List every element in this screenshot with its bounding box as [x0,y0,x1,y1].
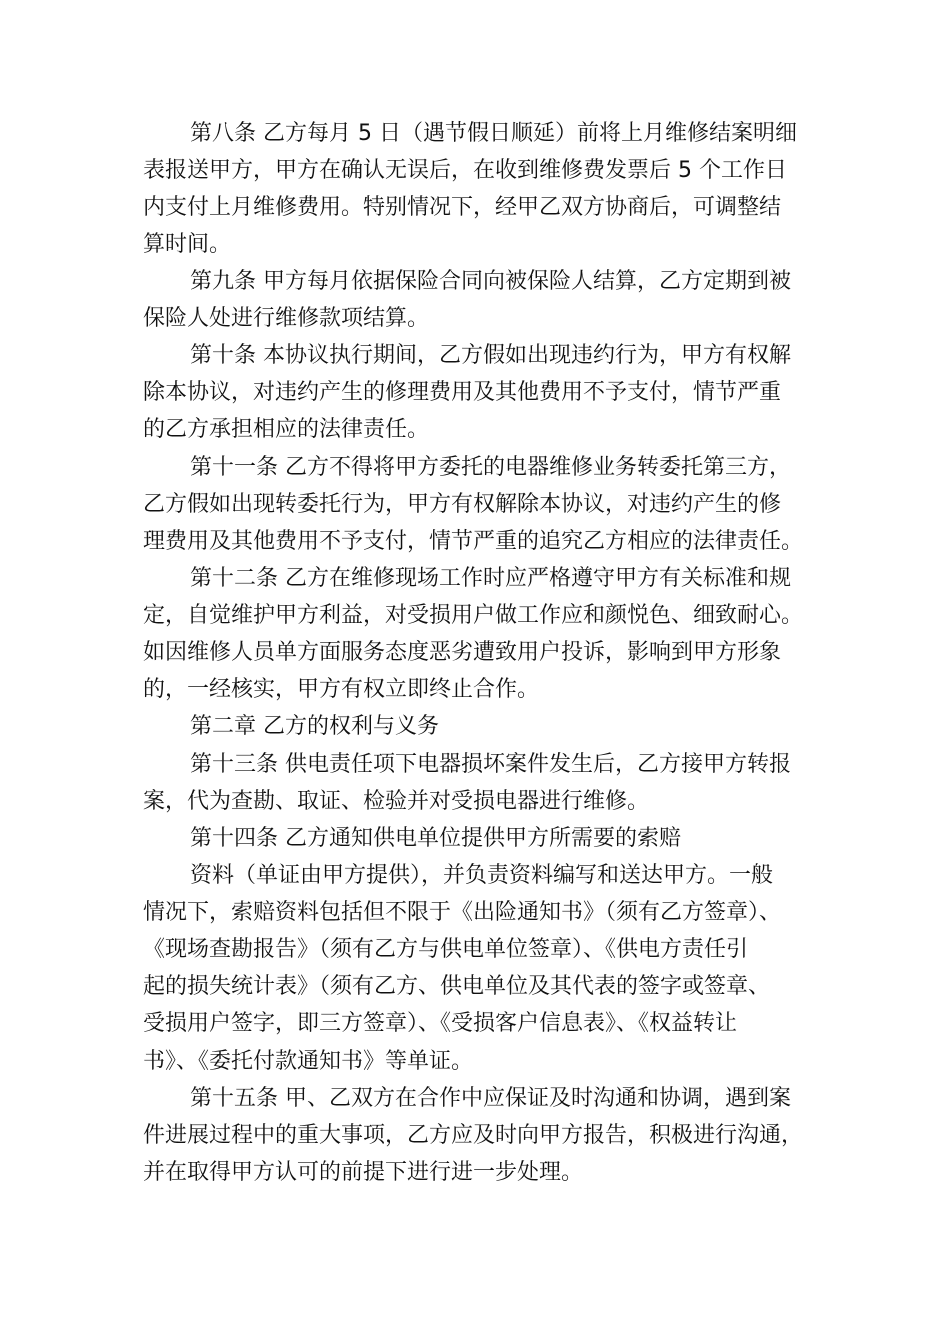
text-line: 第十条 本协议执行期间，乙方假如出现违约行为，甲方有权解 [190,343,791,368]
text-line: 除本协议，对违约产生的修理费用及其他费用不予支付，情节严重 [143,380,782,405]
text-line: 《现场查勘报告》（须有乙方与供电单位签章）、《供电方责任引 [143,937,749,962]
text-line: 案，代为查勘、取证、检验并对受损电器进行维修。 [143,789,650,814]
text-line: 的乙方承担相应的法律责任。 [143,417,430,442]
text-line: 情况下，索赔资料包括但不限于《出险通知书》（须有乙方签章）、 [143,900,782,925]
text-line: 理费用及其他费用不予支付，情节严重的追究乙方相应的法律责任。 [143,529,804,554]
text-line: 内支付上月维修费用。特别情况下，经甲乙双方协商后，可调整结 [143,195,782,220]
text-line: 乙方假如出现转委托行为，甲方有权解除本协议，对违约产生的修 [143,492,782,517]
text-line: 保险人处进行维修款项结算。 [143,306,430,331]
text-line: 起的损失统计表》（须有乙方、供电单位及其代表的签字或签章、 [143,974,771,999]
text-line: 件进展过程中的重大事项，乙方应及时向甲方报告，积极进行沟通， [143,1123,804,1148]
text-line: 第八条 乙方每月 5 日（遇节假日顺延）前将上月维修结案明细 [190,121,797,146]
text-line: 第九条 甲方每月依据保险合同向被保险人结算，乙方定期到被 [190,269,791,294]
text-line: 并在取得甲方认可的前提下进行进一步处理。 [143,1160,584,1185]
chapter-heading: 第二章 乙方的权利与义务 [190,714,439,739]
text-line: 算时间。 [143,232,232,257]
text-line: 受损用户签字，即三方签章）、《受损客户信息表》、《权益转让 [143,1011,738,1036]
text-line: 表报送甲方，甲方在确认无误后，在收到维修费发票后 5 个工作日 [143,158,787,183]
text-line: 如因维修人员单方面服务态度恶劣遭致用户投诉，影响到甲方形象 [143,640,782,665]
text-line: 第十三条 供电责任项下电器损坏案件发生后，乙方接甲方转报 [190,752,791,777]
text-line: 第十四条 乙方通知供电单位提供甲方所需要的索赔 [190,826,681,851]
text-line: 定，自觉维护甲方利益，对受损用户做工作应和颜悦色、细致耐心。 [143,603,804,628]
text-line: 书》、《委托付款通知书》等单证。 [143,1049,474,1074]
text-line: 第十五条 甲、乙双方在合作中应保证及时沟通和协调，遇到案 [190,1086,791,1111]
text-line: 第十一条 乙方不得将甲方委托的电器维修业务转委托第三方， [190,455,791,480]
text-line: 的，一经核实，甲方有权立即终止合作。 [143,677,540,702]
text-line: 第十二条 乙方在维修现场工作时应严格遵守甲方有关标准和规 [190,566,791,591]
text-line: 资料（单证由甲方提供），并负责资料编写和送达甲方。一般 [190,863,774,888]
